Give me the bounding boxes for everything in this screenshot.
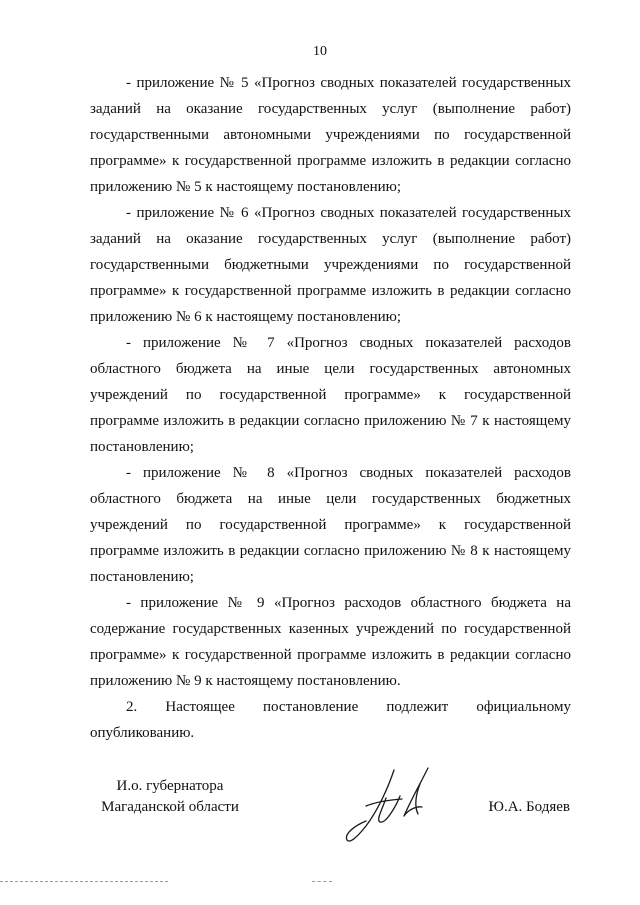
signatory-title-line-2: Магаданской области	[101, 799, 239, 815]
paragraph-appendix-5: - приложение № 5 «Прогноз сводных показателей государственных заданий на оказание государственных услуг (выполнение работ) государственными автономными учреждениями по государственной программе» к государственной программе изложить в редакции согласно приложению № 5 к настоящему постановлению;	[90, 75, 571, 195]
paragraph-appendix-7: - приложение № 7 «Прогноз сводных показателей расходов областного бюджета на иные цели государственных автономных учреждений по государственной программе» к государственной программе изложить в редакции согласно приложению № 7 к настоящему постановлению;	[90, 335, 571, 455]
footer-divider-left	[0, 881, 168, 882]
signatory-title	[90, 776, 250, 818]
handwritten-signature	[336, 766, 446, 848]
paragraph-appendix-9: - приложение № 9 «Прогноз расходов областного бюджета на содержание государственных казенных учреждений по государственной программе» к государственной программе изложить в редакции согласно приложению № 9 к настоящему постановлению.	[90, 595, 571, 689]
document-body	[90, 70, 571, 746]
paragraph-appendix-6: - приложение № 6 «Прогноз сводных показателей государственных заданий на оказание государственных услуг (выполнение работ) государственными бюджетными учреждениями по государственной программе» к государственной программе изложить в редакции согласно приложению № 6 к настоящему постановлению;	[90, 205, 571, 325]
footer-divider-center	[312, 881, 332, 882]
signatory-title-line-1: И.о. губернатора	[116, 778, 224, 794]
paragraph-publication: 2. Настоящее постановление подлежит официальному опубликованию.	[90, 699, 571, 741]
signatory-name: Ю.А. Бодяев	[488, 799, 570, 815]
paragraph-appendix-8: - приложение № 8 «Прогноз сводных показателей расходов областного бюджета на иные цели государственных бюджетных учреждений по государственной программе» к государственной программе изложить в редакции согласно приложению № 8 к настоящему постановлению;	[90, 465, 571, 585]
page-number: 10	[313, 44, 327, 59]
